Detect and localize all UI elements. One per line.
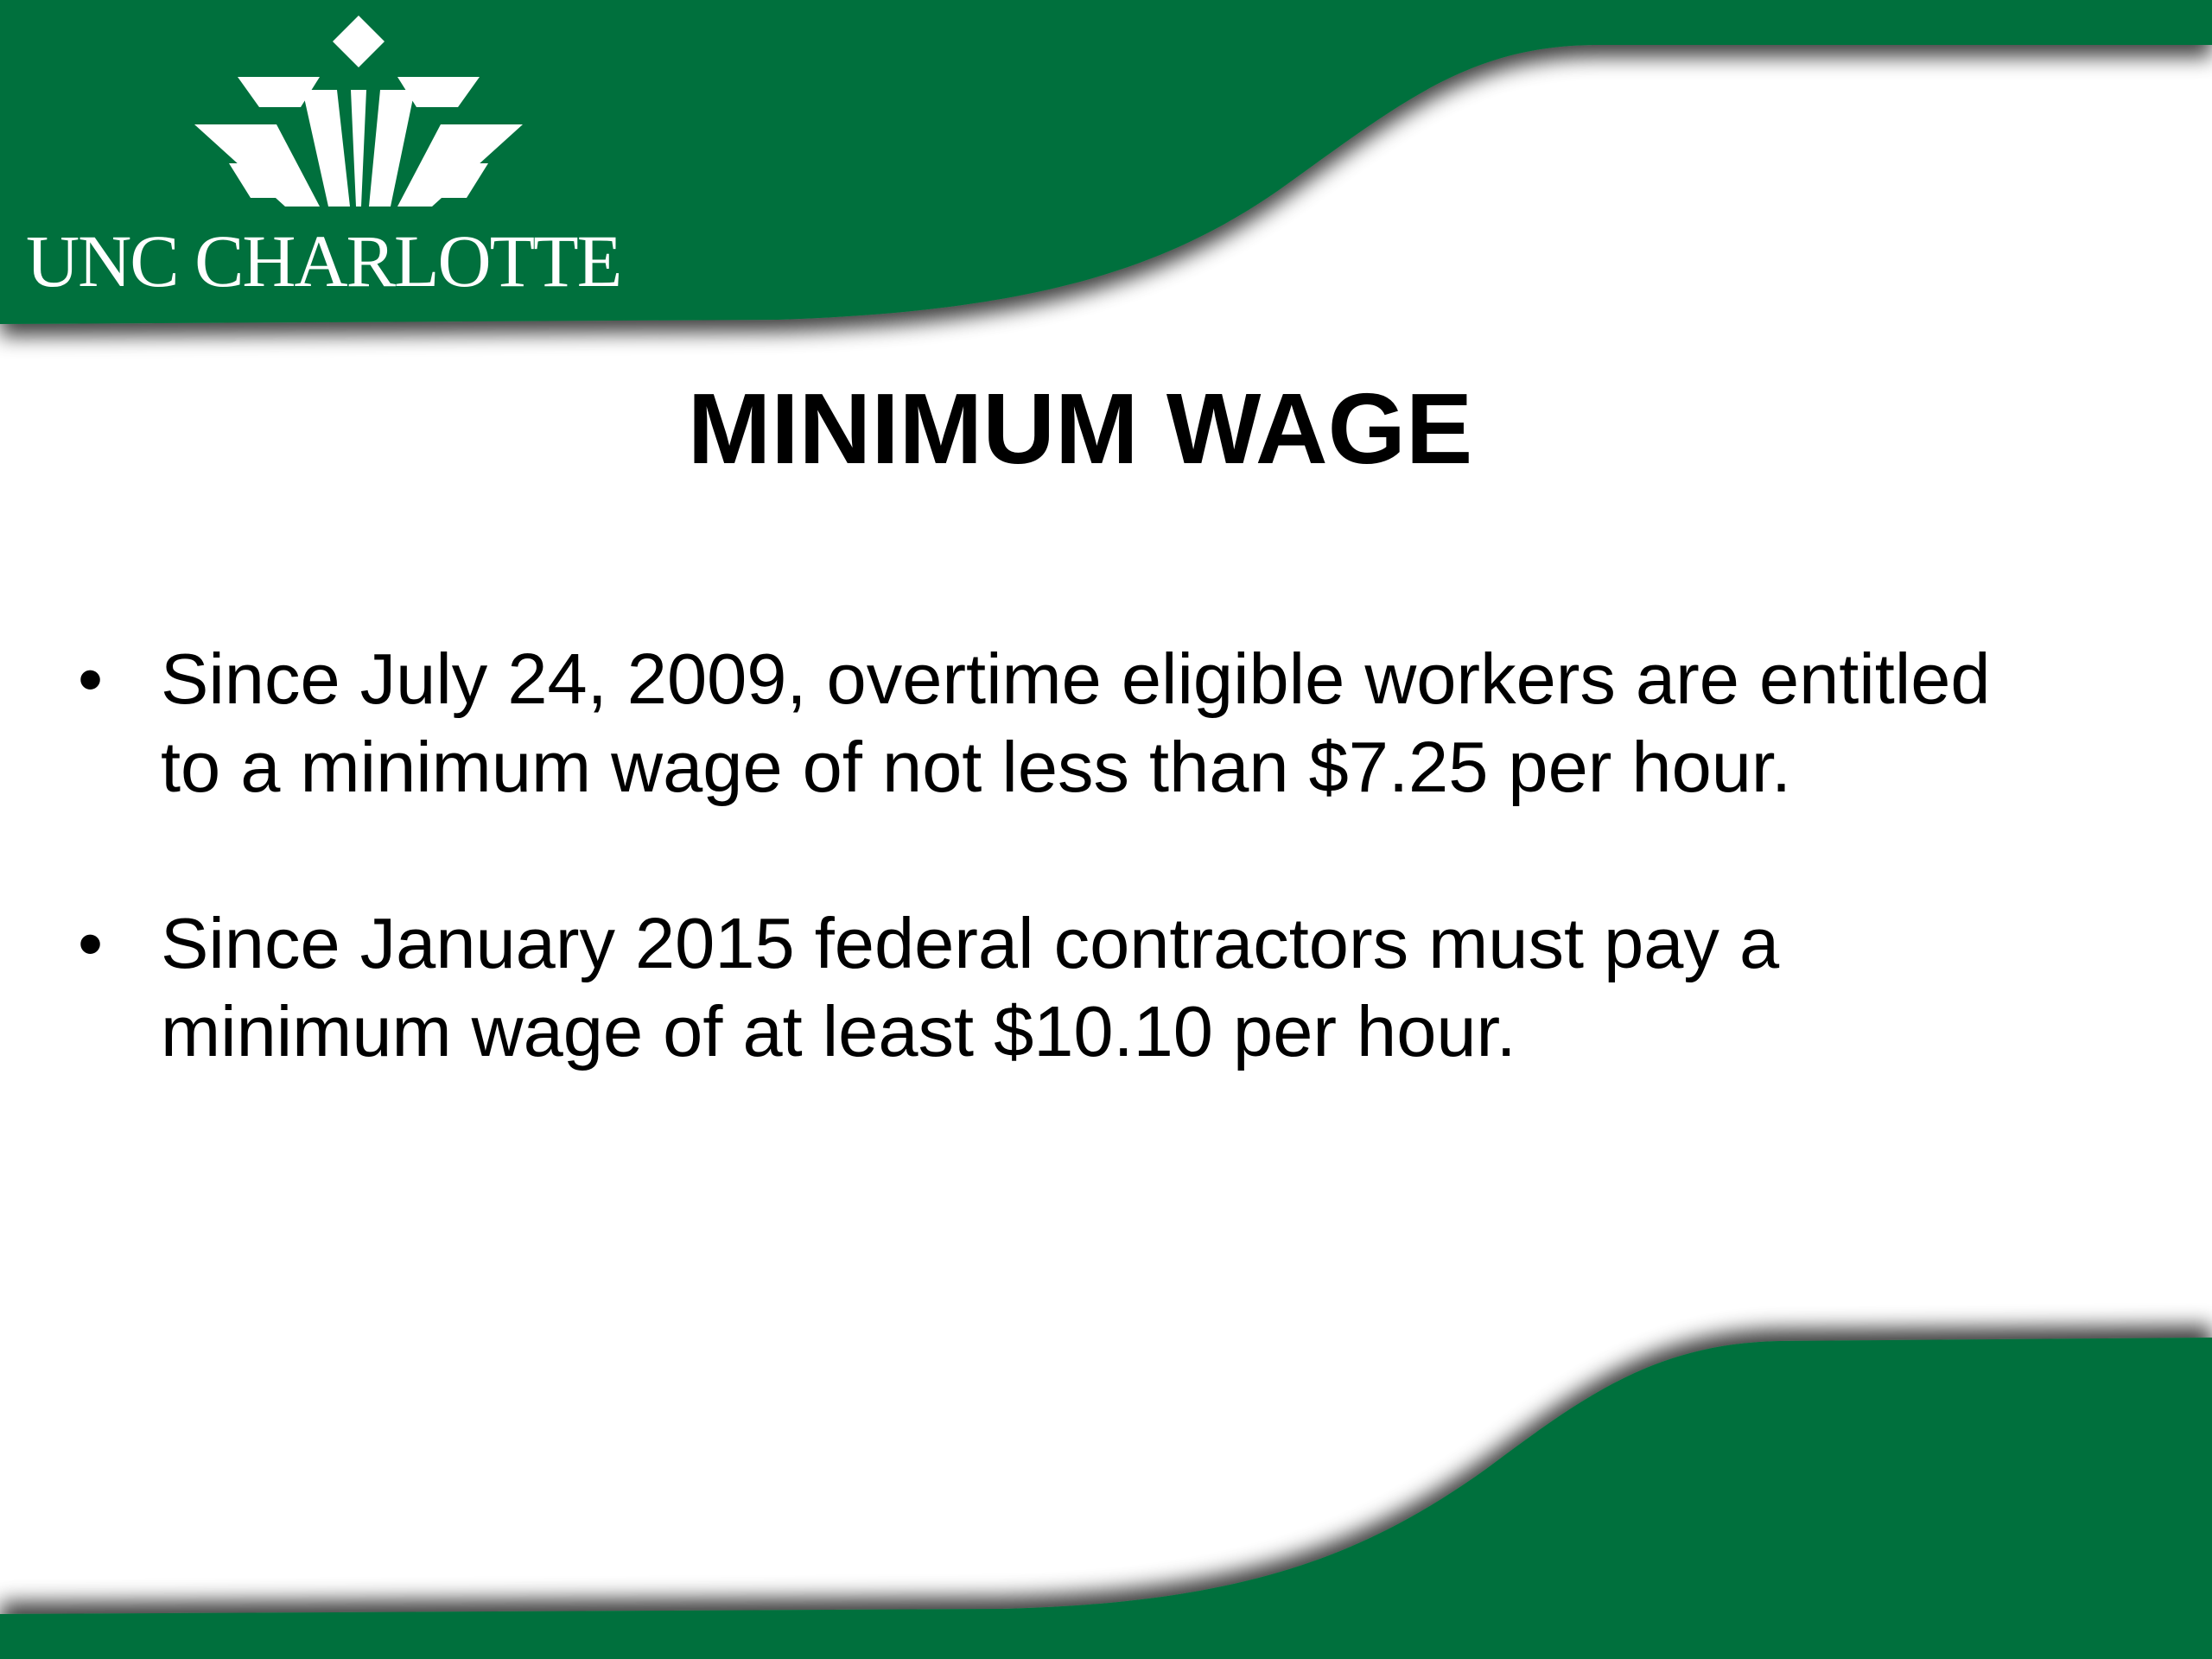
bullet-marker: • <box>78 639 104 719</box>
bullet-list <box>78 635 2056 1164</box>
slide-title: MINIMUM WAGE <box>687 372 1473 485</box>
bullet-marker: • <box>78 903 104 983</box>
unc-charlotte-logo <box>26 12 683 302</box>
footer-wave <box>0 1338 2212 1659</box>
logo-wordmark: UNC CHARLOTTE <box>26 219 621 302</box>
bullet-item <box>78 635 2056 811</box>
bullet-text: Since July 24, 2009, overtime eligible workers are entitled to a minimum wage of not less than $7.25 per hour. <box>161 639 1991 807</box>
bullet-text: Since January 2015 federal contractors must pay a minimum wage of at least $10.10 per hour. <box>161 903 1780 1071</box>
unc-charlotte-crown-mark-icon <box>190 12 527 211</box>
bullet-item <box>78 899 2056 1076</box>
